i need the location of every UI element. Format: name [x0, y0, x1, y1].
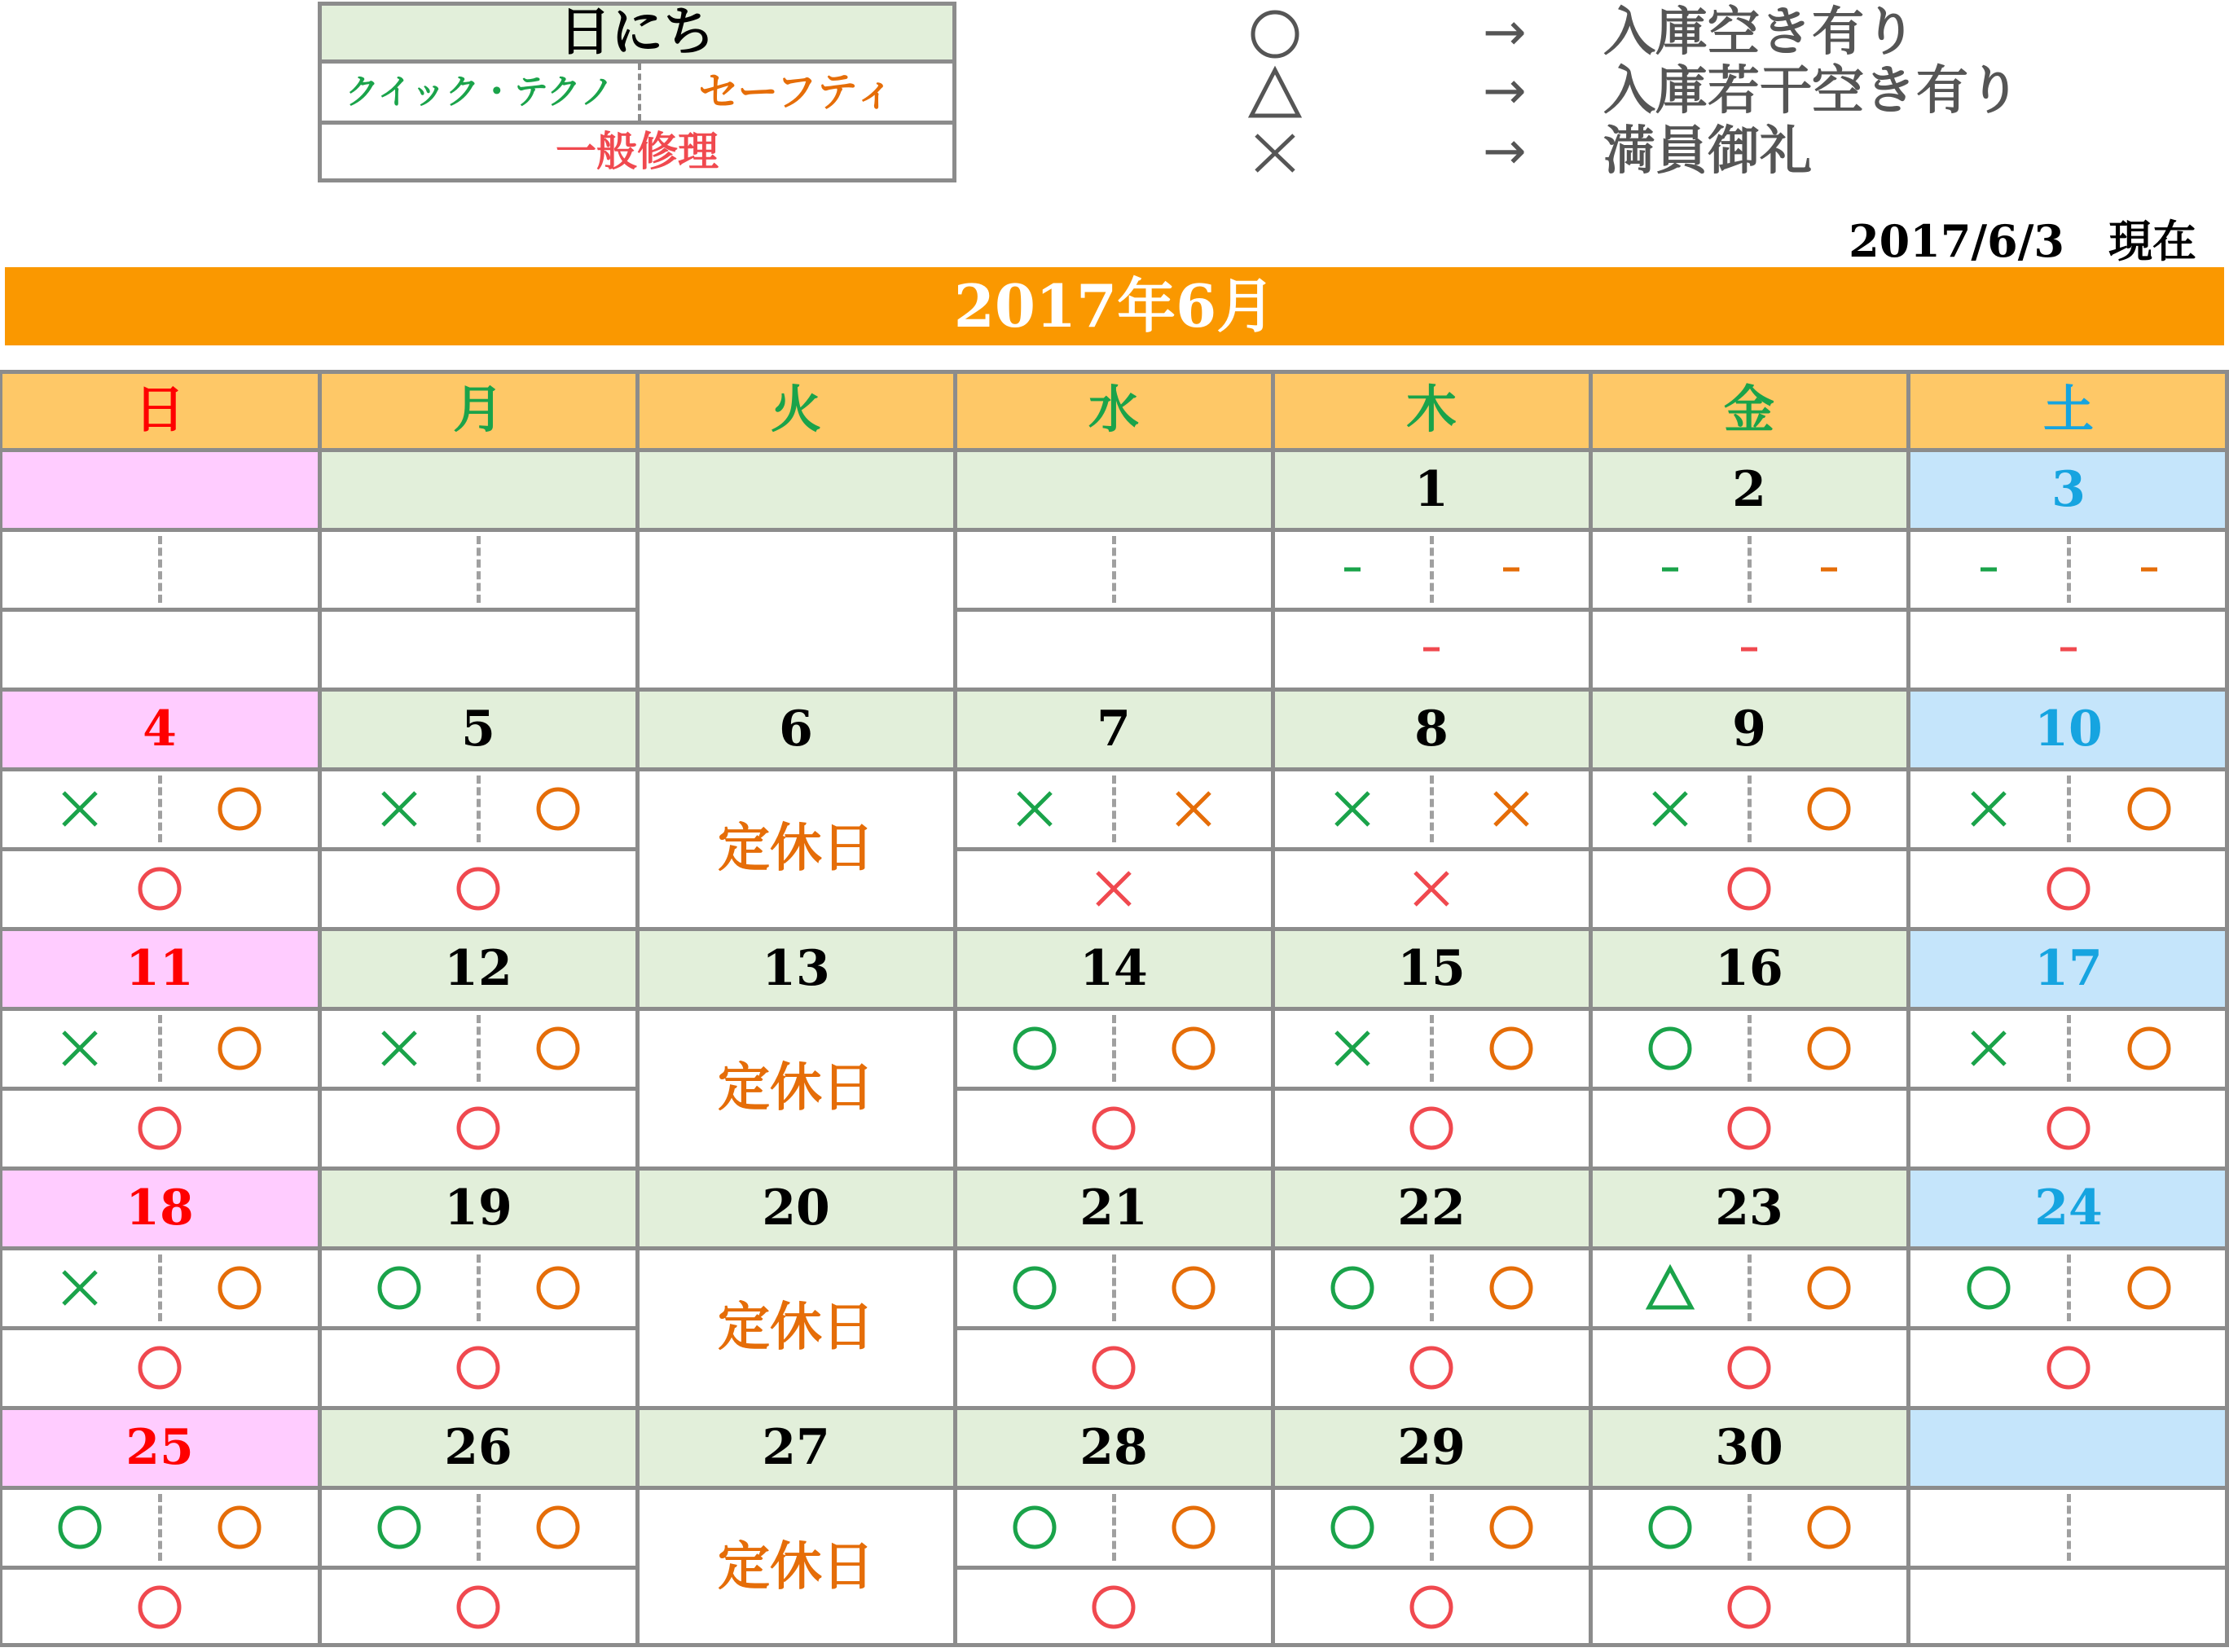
cross-icon — [1238, 122, 1312, 181]
status-divider — [477, 1494, 481, 1561]
circle-icon — [1167, 1022, 1220, 1074]
grid-line-horizontal — [955, 1087, 1273, 1091]
circle-icon — [452, 863, 504, 915]
cross-icon — [1405, 863, 1457, 915]
legend-safety-label: セーフティ — [698, 68, 895, 116]
grid-line-horizontal — [955, 1007, 1273, 1011]
legend-box — [318, 2, 956, 182]
grid-line-horizontal — [955, 1326, 1273, 1330]
arrow: → — [1483, 2, 1527, 63]
grid-line-horizontal — [1908, 1406, 2229, 1410]
status-divider — [2067, 536, 2071, 603]
grid-line-horizontal — [1590, 1246, 1908, 1250]
status-divider — [158, 1254, 162, 1321]
grid-line-horizontal — [1273, 1167, 1590, 1171]
circle-icon — [373, 1262, 425, 1314]
grid-line-horizontal — [637, 1167, 955, 1171]
circle-icon — [1405, 1581, 1457, 1633]
circle-icon — [1803, 1501, 1855, 1553]
dash-icon — [1644, 543, 1696, 595]
circle-icon — [452, 1581, 504, 1633]
date-cell: 19 — [319, 1168, 637, 1248]
symbol-legend-row — [1238, 122, 2053, 181]
date-cell: 11 — [0, 929, 319, 1008]
grid-line-horizontal — [1908, 767, 2229, 771]
grid-line-horizontal — [1590, 1406, 1908, 1410]
status-divider — [477, 536, 481, 603]
holiday-label: 定休日 — [637, 1248, 955, 1408]
cross-icon — [1485, 783, 1537, 835]
dash-icon — [2123, 543, 2175, 595]
grid-line-horizontal — [1590, 1167, 1908, 1171]
grid-line-horizontal — [1908, 1087, 2229, 1091]
grid-line-horizontal — [637, 1406, 955, 1410]
weekday-header: 水 — [955, 370, 1273, 450]
status-divider — [1112, 1015, 1116, 1082]
status-divider — [1748, 1494, 1752, 1561]
date-cell: 15 — [1273, 929, 1590, 1008]
cross-icon — [1326, 1022, 1378, 1074]
circle-icon — [532, 1022, 584, 1074]
circle-icon — [1485, 1262, 1537, 1314]
circle-icon — [2123, 1022, 2175, 1074]
circle-icon — [1009, 1022, 1061, 1074]
circle-icon — [1644, 1022, 1696, 1074]
grid-line-horizontal — [1273, 927, 1590, 931]
grid-line-horizontal — [0, 608, 319, 612]
triangle-icon — [1644, 1262, 1696, 1314]
grid-line-horizontal — [0, 448, 319, 452]
date-cell — [637, 450, 955, 529]
date-cell: 9 — [1590, 689, 1908, 769]
grid-line-horizontal — [1590, 528, 1908, 532]
holiday-label: 定休日 — [637, 769, 955, 929]
dash-icon — [1405, 623, 1457, 675]
date-cell: 10 — [1908, 689, 2229, 769]
grid-line-horizontal — [1273, 688, 1590, 692]
circle-icon — [1326, 1501, 1378, 1553]
circle-icon — [1009, 1501, 1061, 1553]
weekday-header: 金 — [1590, 370, 1908, 450]
status-divider — [477, 1015, 481, 1082]
cross-icon — [54, 1022, 106, 1074]
grid-line-horizontal — [0, 1007, 319, 1011]
grid-line-horizontal — [955, 1566, 1273, 1570]
status-divider — [158, 536, 162, 603]
status-divider — [1430, 1254, 1434, 1321]
status-divider — [477, 775, 481, 842]
grid-line-horizontal — [1590, 1486, 1908, 1490]
grid-line-horizontal — [1273, 1087, 1590, 1091]
circle-icon — [532, 783, 584, 835]
date-cell: 20 — [637, 1168, 955, 1248]
status-divider — [2067, 1015, 2071, 1082]
circle-icon — [134, 863, 186, 915]
grid-line-horizontal — [1908, 688, 2229, 692]
grid-line-horizontal — [955, 448, 1273, 452]
month-title: 2017年6月 — [5, 267, 2224, 345]
grid-line-horizontal — [319, 1007, 637, 1011]
date-cell: 7 — [955, 689, 1273, 769]
grid-line-horizontal — [1908, 1007, 2229, 1011]
grid-line-horizontal — [319, 1326, 637, 1330]
status-divider — [158, 1015, 162, 1082]
grid-line-horizontal — [319, 767, 637, 771]
holiday-label: 定休日 — [637, 1008, 955, 1168]
circle-icon — [1723, 1342, 1775, 1394]
status-divider — [1112, 1254, 1116, 1321]
grid-line-horizontal — [1908, 608, 2229, 612]
grid-line-horizontal — [319, 1406, 637, 1410]
grid-line-horizontal — [1908, 847, 2229, 851]
grid-line-horizontal — [0, 688, 319, 692]
grid-line-horizontal — [1273, 608, 1590, 612]
cross-icon — [54, 783, 106, 835]
legend-row-services — [322, 64, 952, 125]
status-divider — [1112, 536, 1116, 603]
status-divider — [2067, 1494, 2071, 1561]
grid-line-horizontal — [637, 448, 955, 452]
status-divider — [1430, 1494, 1434, 1561]
status-divider — [1112, 775, 1116, 842]
circle-icon — [213, 783, 266, 835]
symbol-meaning: 入庫若干空き有り — [1603, 61, 2020, 121]
dash-icon — [1485, 543, 1537, 595]
circle-icon — [2042, 1342, 2095, 1394]
grid-line-horizontal — [1908, 1326, 2229, 1330]
status-divider — [1430, 1015, 1434, 1082]
legend-title: 日にち — [322, 6, 952, 64]
grid-line-horizontal — [1273, 1007, 1590, 1011]
circle-icon — [1723, 1581, 1775, 1633]
date-cell: 1 — [1273, 450, 1590, 529]
circle-icon — [213, 1262, 266, 1314]
circle-icon — [452, 1102, 504, 1154]
date-cell: 26 — [319, 1408, 637, 1487]
grid-line-horizontal — [955, 1246, 1273, 1250]
grid-line-horizontal — [1590, 847, 1908, 851]
grid-line-horizontal — [1590, 1087, 1908, 1091]
cross-icon — [1009, 783, 1061, 835]
grid-line-horizontal — [0, 1246, 319, 1250]
grid-line-horizontal — [955, 767, 1273, 771]
grid-line-horizontal — [637, 1007, 955, 1011]
date-cell: 6 — [637, 689, 955, 769]
circle-icon — [1723, 1102, 1775, 1154]
circle-icon — [1326, 1262, 1378, 1314]
weekday-header: 日 — [0, 370, 319, 450]
circle-icon — [532, 1501, 584, 1553]
status-divider — [1748, 1015, 1752, 1082]
grid-line-horizontal — [1590, 688, 1908, 692]
grid-line-horizontal — [0, 767, 319, 771]
dash-icon — [2042, 623, 2095, 675]
circle-icon — [1485, 1501, 1537, 1553]
circle-icon — [1644, 1501, 1696, 1553]
grid-line-horizontal — [637, 767, 955, 771]
grid-line-horizontal — [1590, 1326, 1908, 1330]
grid-line-horizontal — [1273, 847, 1590, 851]
circle-icon — [1405, 1342, 1457, 1394]
grid-line-horizontal — [1908, 528, 2229, 532]
grid-line-horizontal — [0, 927, 319, 931]
grid-line-horizontal — [1590, 1566, 1908, 1570]
circle-icon — [1167, 1501, 1220, 1553]
status-divider — [158, 1494, 162, 1561]
circle-icon — [134, 1342, 186, 1394]
cross-icon — [1167, 783, 1220, 835]
circle-icon — [1167, 1262, 1220, 1314]
date-cell — [0, 450, 319, 529]
status-divider — [2067, 775, 2071, 842]
circle-icon — [1405, 1102, 1457, 1154]
date-cell: 8 — [1273, 689, 1590, 769]
circle-icon — [452, 1342, 504, 1394]
grid-line-horizontal — [955, 528, 1273, 532]
circle-icon — [2123, 1262, 2175, 1314]
cross-icon — [54, 1262, 106, 1314]
grid-line-horizontal — [1590, 608, 1908, 612]
dash-icon — [1803, 543, 1855, 595]
circle-icon — [134, 1102, 186, 1154]
grid-line-horizontal — [955, 1406, 1273, 1410]
circle-icon — [1963, 1262, 2015, 1314]
circle-icon — [213, 1501, 266, 1553]
grid-line-horizontal — [1908, 1167, 2229, 1171]
grid-line-horizontal — [637, 927, 955, 931]
circle-icon — [1088, 1102, 1140, 1154]
date-cell: 13 — [637, 929, 955, 1008]
grid-line-horizontal — [319, 688, 637, 692]
cross-icon — [1963, 1022, 2015, 1074]
date-cell: 25 — [0, 1408, 319, 1487]
grid-line-horizontal — [955, 1486, 1273, 1490]
circle-icon — [1803, 1262, 1855, 1314]
grid-line-horizontal — [319, 1486, 637, 1490]
grid-line-horizontal — [1908, 1566, 2229, 1570]
circle-icon — [1088, 1581, 1140, 1633]
grid-line-horizontal — [1590, 448, 1908, 452]
status-divider — [1112, 1494, 1116, 1561]
grid-line-horizontal — [0, 1167, 319, 1171]
dash-icon — [1326, 543, 1378, 595]
circle-icon — [134, 1581, 186, 1633]
grid-line-horizontal — [1273, 1406, 1590, 1410]
grid-line-horizontal — [0, 1406, 319, 1410]
grid-line-horizontal — [1590, 1007, 1908, 1011]
grid-line-horizontal — [319, 1087, 637, 1091]
grid-line-horizontal — [1908, 1486, 2229, 1490]
weekday-header: 月 — [319, 370, 637, 450]
cross-icon — [1088, 863, 1140, 915]
grid-line-horizontal — [0, 528, 319, 532]
circle-icon — [1238, 3, 1312, 62]
grid-line-horizontal — [637, 688, 955, 692]
grid-line-horizontal — [1273, 448, 1590, 452]
grid-line-horizontal — [1908, 448, 2229, 452]
grid-line-horizontal — [0, 847, 319, 851]
date-cell: 3 — [1908, 450, 2229, 529]
grid-line-horizontal — [319, 1246, 637, 1250]
status-divider — [1430, 536, 1434, 603]
grid-line-horizontal — [1273, 1326, 1590, 1330]
legend-general-label: 一般修理 — [556, 127, 719, 175]
grid-line-horizontal — [319, 1167, 637, 1171]
grid-line-horizontal — [637, 1246, 955, 1250]
grid-line-horizontal — [1908, 927, 2229, 931]
arrow: → — [1483, 61, 1527, 121]
grid-line-horizontal — [1273, 767, 1590, 771]
grid-line-horizontal — [0, 1087, 319, 1091]
grid-line-horizontal — [955, 847, 1273, 851]
legend-quick-label: クイック・テクノ — [322, 64, 641, 121]
status-divider — [477, 1254, 481, 1321]
date-cell: 22 — [1273, 1168, 1590, 1248]
grid-line-horizontal — [319, 608, 637, 612]
circle-icon — [2042, 1102, 2095, 1154]
circle-icon — [54, 1501, 106, 1553]
symbol-legend-row — [1238, 62, 2053, 121]
date-cell: 23 — [1590, 1168, 1908, 1248]
circle-icon — [532, 1262, 584, 1314]
date-cell: 30 — [1590, 1408, 1908, 1487]
circle-icon — [1485, 1022, 1537, 1074]
circle-icon — [373, 1501, 425, 1553]
grid-line-horizontal — [637, 1486, 955, 1490]
grid-line-horizontal — [0, 1566, 319, 1570]
circle-icon — [2042, 863, 2095, 915]
date-cell: 5 — [319, 689, 637, 769]
grid-line-horizontal — [1590, 767, 1908, 771]
date-cell — [319, 450, 637, 529]
grid-line-horizontal — [637, 528, 955, 532]
status-divider — [1430, 775, 1434, 842]
grid-line-horizontal — [955, 688, 1273, 692]
cross-icon — [1963, 783, 2015, 835]
cross-icon — [373, 1022, 425, 1074]
grid-line-horizontal — [1273, 1486, 1590, 1490]
cross-icon — [373, 783, 425, 835]
triangle-icon — [1238, 62, 1312, 121]
grid-line-horizontal — [1273, 528, 1590, 532]
date-cell: 29 — [1273, 1408, 1590, 1487]
circle-icon — [2123, 783, 2175, 835]
date-cell — [955, 450, 1273, 529]
date-cell: 28 — [955, 1408, 1273, 1487]
grid-line-horizontal — [0, 1643, 2229, 1647]
grid-line-horizontal — [319, 847, 637, 851]
holiday-label: 定休日 — [637, 1487, 955, 1647]
weekday-header: 火 — [637, 370, 955, 450]
status-divider — [1748, 1254, 1752, 1321]
date-cell: 18 — [0, 1168, 319, 1248]
calendar-grid — [0, 370, 2229, 1652]
grid-line-horizontal — [1273, 1566, 1590, 1570]
grid-line-horizontal — [319, 927, 637, 931]
grid-line-horizontal — [0, 1326, 319, 1330]
date-cell: 2 — [1590, 450, 1908, 529]
grid-line-horizontal — [319, 1566, 637, 1570]
cross-icon — [1644, 783, 1696, 835]
date-cell — [1908, 1408, 2229, 1487]
circle-icon — [1723, 863, 1775, 915]
circle-icon — [213, 1022, 266, 1074]
circle-icon — [1009, 1262, 1061, 1314]
grid-line-horizontal — [955, 927, 1273, 931]
grid-line-horizontal — [319, 528, 637, 532]
grid-line-horizontal — [0, 1486, 319, 1490]
grid-line-horizontal — [955, 608, 1273, 612]
symbol-meaning: 満員御礼 — [1603, 121, 1812, 182]
status-divider — [158, 775, 162, 842]
grid-line-horizontal — [955, 1167, 1273, 1171]
grid-line-horizontal — [319, 448, 637, 452]
grid-line-horizontal — [1273, 1246, 1590, 1250]
date-cell: 12 — [319, 929, 637, 1008]
date-cell: 17 — [1908, 929, 2229, 1008]
dash-icon — [1963, 543, 2015, 595]
status-divider — [1748, 536, 1752, 603]
status-divider — [1748, 775, 1752, 842]
date-cell: 21 — [955, 1168, 1273, 1248]
as-of-date: 2017/6/3 現在 — [1849, 215, 2196, 267]
grid-line-horizontal — [1908, 1246, 2229, 1250]
grid-line-horizontal — [0, 370, 2229, 374]
date-cell: 27 — [637, 1408, 955, 1487]
symbol-meaning: 入庫空き有り — [1603, 2, 1916, 63]
date-cell: 14 — [955, 929, 1273, 1008]
date-cell: 4 — [0, 689, 319, 769]
date-cell: 16 — [1590, 929, 1908, 1008]
arrow: → — [1483, 121, 1527, 182]
cross-icon — [1326, 783, 1378, 835]
weekday-header: 木 — [1273, 370, 1590, 450]
status-divider — [2067, 1254, 2071, 1321]
date-cell: 24 — [1908, 1168, 2229, 1248]
circle-icon — [1803, 783, 1855, 835]
circle-icon — [1803, 1022, 1855, 1074]
grid-line-horizontal — [1590, 927, 1908, 931]
dash-icon — [1723, 623, 1775, 675]
circle-icon — [1088, 1342, 1140, 1394]
weekday-header: 土 — [1908, 370, 2229, 450]
symbol-legend-row — [1238, 3, 2053, 62]
